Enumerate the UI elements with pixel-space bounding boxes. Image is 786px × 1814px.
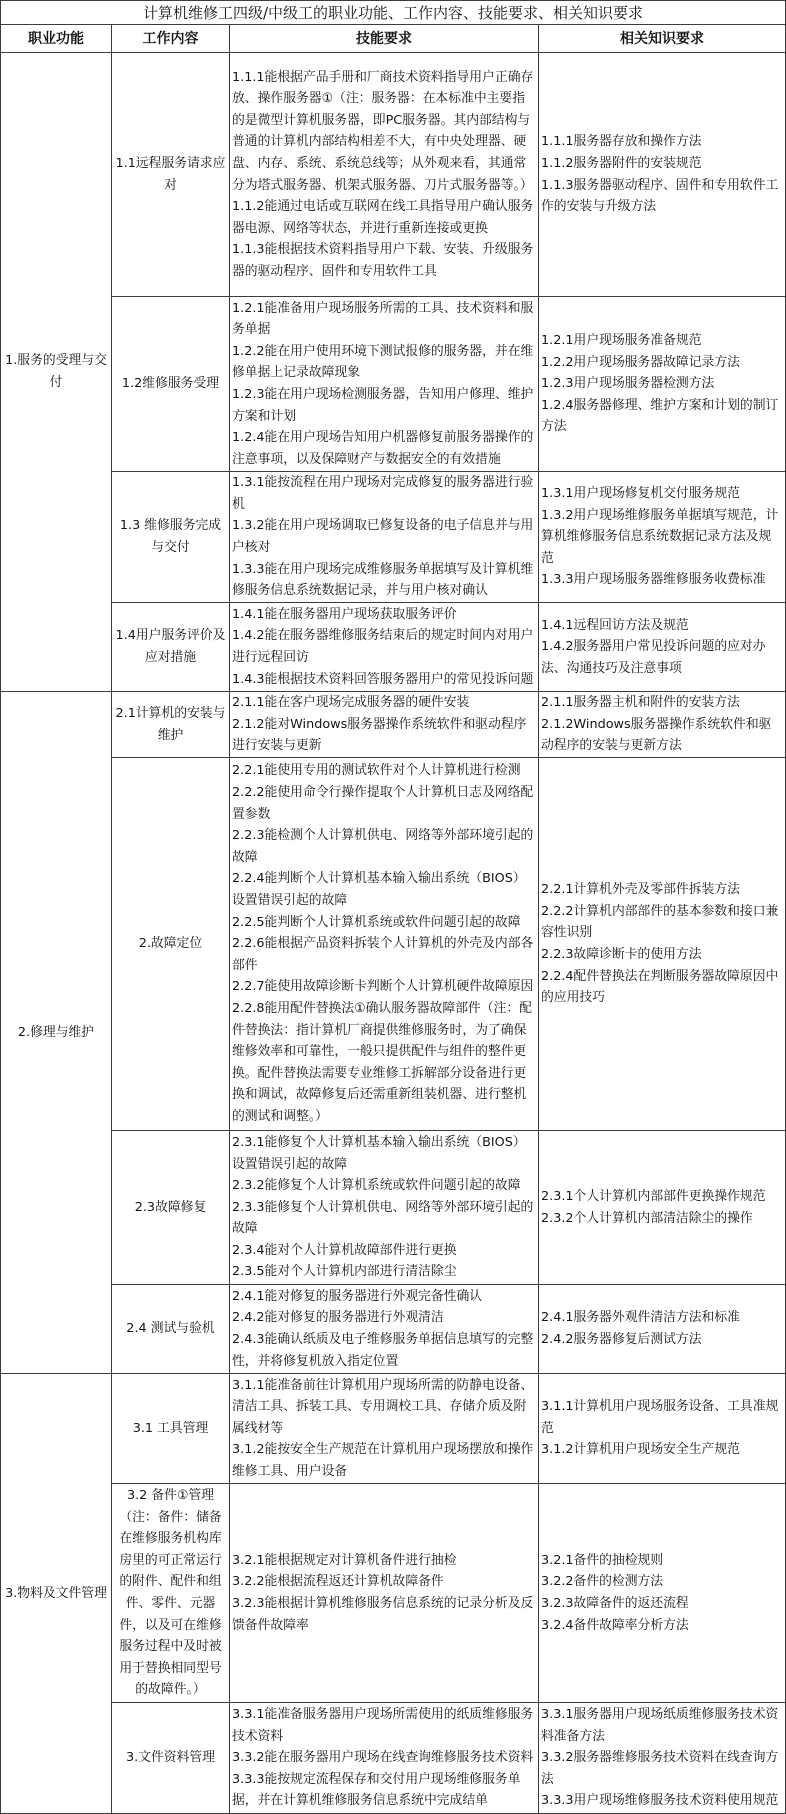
knowledge-item: 1.2.2用户现场服务器故障记录方法 xyxy=(541,354,740,370)
work-content-cell xyxy=(112,1285,230,1374)
work-content-cell xyxy=(112,603,230,692)
knowledge-requirements-cell xyxy=(539,1703,786,1814)
knowledge-item: 2.3.1个人计算机内部部件更换操作规范 xyxy=(541,1188,766,1204)
table-title: 计算机维修工四级/中级工的职业功能、工作内容、技能要求、相关知识要求 xyxy=(1,1,786,25)
work-content-cell xyxy=(112,1703,230,1814)
skill-item: 2.2.4能判断个人计算机基本输入输出系统（BIOS）设置错误引起的故障 xyxy=(232,871,526,909)
knowledge-requirements-cell xyxy=(539,603,786,692)
header-knowledge-requirements: 相关知识要求 xyxy=(539,25,786,53)
skill-requirements-cell xyxy=(230,758,539,1131)
knowledge-item: 1.4.2服务器用户常见投诉问题的应对办法、沟通技巧及注意事项 xyxy=(541,639,766,676)
knowledge-requirements-cell xyxy=(539,1285,786,1374)
work-content-name: 3.文件资料管理 xyxy=(126,1750,215,1766)
job-function-name: 1.服务的受理与交付 xyxy=(5,353,107,390)
knowledge-item: 2.2.4配件替换法在判断服务器故障原因中的应用技巧 xyxy=(541,968,779,1006)
skill-item: 3.2.1能根据规定对计算机备件进行抽检 xyxy=(232,1552,457,1568)
work-content-cell xyxy=(112,53,230,297)
knowledge-item: 2.3.2个人计算机内部清洁除尘的操作 xyxy=(541,1210,753,1226)
header-skill-requirements: 技能要求 xyxy=(230,25,539,53)
skill-item: 2.2.6能根据产品资料拆装个人计算机的外壳及内部各部件 xyxy=(232,936,534,973)
work-content-cell xyxy=(112,297,230,472)
job-function-cell xyxy=(1,53,112,692)
knowledge-item: 1.1.3服务器驱动程序、固件和专用软件工作的安装与升级方法 xyxy=(541,177,779,215)
skill-item: 3.3.2能在服务器用户现场在线查询维修服务技术资料 xyxy=(232,1750,534,1766)
skill-item: 2.4.2能对修复的服务器进行外观清洁 xyxy=(232,1310,444,1326)
knowledge-item: 1.2.4服务器修理、维护方案和计划的制订方法 xyxy=(541,397,779,435)
knowledge-item: 2.4.2服务器修复后测试方法 xyxy=(541,1332,702,1347)
skill-item: 2.2.5能判断个人计算机系统或软件问题引起的故障 xyxy=(232,914,521,930)
knowledge-requirements-cell xyxy=(539,1374,786,1484)
knowledge-item: 3.3.3用户现场维修服务技术资料使用规范 xyxy=(541,1793,779,1809)
knowledge-item: 1.3.3用户现场服务器维修服务收费标准 xyxy=(541,572,766,588)
skill-requirements-cell xyxy=(230,1374,539,1484)
knowledge-item: 3.2.4备件故障率分析方法 xyxy=(541,1617,689,1633)
skill-item: 1.1.1能根据产品手册和厂商技术资料指导用户正确存放、操作服务器①（注：服务器：在本标准中主要指的是微型计算机服务器，即PC服务器。其内部结构与普通的计算机内部结构相差不大，有中央处理器、硬盘、内存、系统、系统总线等；从外观来看，其通常分为塔式服务器、机架式服务器、刀片式服务器等。） xyxy=(232,69,534,193)
knowledge-item: 1.1.2服务器附件的安装规范 xyxy=(541,155,702,171)
skill-item: 1.3.3能在用户现场完成维修服务单据填写及计算机维修服务信息系统数据记录，并与用户核对确认 xyxy=(232,561,534,599)
skill-item: 1.3.2能在用户现场调取已修复设备的电子信息并与用户核对 xyxy=(232,518,534,555)
skill-item: 2.3.3能修复个人计算机供电、网络等外部环境引起的故障 xyxy=(232,1199,534,1237)
knowledge-item: 3.3.1服务器用户现场纸质维修服务技术资料准备方法 xyxy=(541,1707,779,1744)
job-function-name: 3.物料及文件管理 xyxy=(5,1585,107,1601)
skill-item: 1.3.1能按流程在用户现场对完成修复的服务器进行验机 xyxy=(232,475,534,512)
work-content-cell xyxy=(112,758,230,1131)
knowledge-requirements-cell xyxy=(539,692,786,758)
knowledge-item: 3.1.2计算机用户现场安全生产规范 xyxy=(541,1442,740,1458)
knowledge-requirements-cell xyxy=(539,297,786,472)
skill-requirements-cell xyxy=(230,1285,539,1374)
skill-requirements-cell xyxy=(230,692,539,758)
work-content-cell xyxy=(112,472,230,603)
work-content-name: 2.4 测试与验机 xyxy=(126,1321,215,1337)
skill-item: 2.4.3能确认纸质及电子维修服务单据信息填写的完整性，并将修复机放入指定位置 xyxy=(232,1332,534,1369)
skill-item: 3.3.3能按规定流程保存和交付用户现场维修服务单据，并在计算机维修服务信息系统中完成结单 xyxy=(232,1771,521,1809)
skill-item: 2.3.5能对个人计算机内部进行清洁除尘 xyxy=(232,1264,457,1280)
work-content-name: 2.故障定位 xyxy=(138,936,203,952)
knowledge-item: 2.2.3故障诊断卡的使用方法 xyxy=(541,947,702,962)
knowledge-item: 1.2.1用户现场服务准备规范 xyxy=(541,333,702,349)
knowledge-item: 2.1.2Windows服务器操作系统软件和驱动程序的安装与更新方法 xyxy=(541,716,772,754)
work-content-note: （注：备件：储备在维修服务机构库房里的可正常运行的附件、配件和组件、零件、元器件，以及可在维修服务过程中及时被用于替换相同型号的故障件。） xyxy=(119,1509,222,1698)
skill-item: 1.4.3能根据技术资料回答服务器用户的常见投诉问题 xyxy=(232,671,534,687)
skill-requirements-cell xyxy=(230,603,539,692)
knowledge-item: 1.4.1远程回访方法及规范 xyxy=(541,617,689,633)
skill-item: 2.1.1能在客户现场完成服务器的硬件安装 xyxy=(232,695,470,711)
skill-item: 1.2.4能在用户现场告知用户机器修复前服务器操作的注意事项，以及保障财产与数据安全的有效措施 xyxy=(232,430,534,467)
knowledge-item: 1.1.1服务器存放和操作方法 xyxy=(541,134,702,150)
work-content-cell xyxy=(112,1484,230,1703)
skill-item: 3.2.2能根据流程返还计算机故障备件 xyxy=(232,1574,444,1590)
job-function-cell xyxy=(1,1374,112,1814)
work-content-cell xyxy=(112,692,230,758)
skill-item: 3.3.1能准备服务器用户现场所需使用的纸质维修服务技术资料 xyxy=(232,1707,534,1744)
work-content-name: 1.3 维修服务完成与交付 xyxy=(119,518,222,555)
knowledge-item: 3.3.2服务器维修服务技术资料在线查询方法 xyxy=(541,1750,779,1787)
skill-item: 1.2.1能准备用户现场服务所需的工具、技术资料和服务单据 xyxy=(232,300,534,338)
work-content-name: 1.1远程服务请求应对 xyxy=(115,155,226,193)
header-job-function: 职业功能 xyxy=(1,25,112,53)
knowledge-requirements-cell xyxy=(539,1131,786,1285)
skill-item: 2.3.4能对个人计算机故障部件进行更换 xyxy=(232,1242,457,1258)
skill-requirements-cell xyxy=(230,1131,539,1285)
knowledge-item: 2.2.1计算机外壳及零部件拆装方法 xyxy=(541,882,740,898)
skill-item: 2.2.2能使用命令行操作提取个人计算机日志及网络配置参数 xyxy=(232,785,534,822)
knowledge-requirements-cell xyxy=(539,758,786,1131)
skill-item: 2.2.3能检测个人计算机供电、网络等外部环境引起的故障 xyxy=(232,828,534,865)
skill-item: 1.2.3能在用户现场检测服务器，告知用户修理、维护方案和计划 xyxy=(232,387,534,424)
skill-item: 1.1.3能根据技术资料指导用户下载、安装、升级服务器的驱动程序、固件和专用软件工具 xyxy=(232,242,534,279)
knowledge-requirements-cell xyxy=(539,1484,786,1703)
job-function-cell xyxy=(1,692,112,1374)
work-content-name: 3.2 备件①管理 xyxy=(126,1488,215,1504)
knowledge-requirements-cell xyxy=(539,53,786,297)
skill-item: 1.1.2能通过电话或互联网在线工具指导用户确认服务器电源、网络等状态，并进行重新连接或更换 xyxy=(232,199,534,236)
skill-requirements-cell xyxy=(230,53,539,297)
work-content-cell xyxy=(112,1131,230,1285)
skill-item: 2.2.1能使用专用的测试软件对个人计算机进行检测 xyxy=(232,763,521,779)
skill-requirements-cell xyxy=(230,297,539,472)
knowledge-item: 2.4.1服务器外观件清洁方法和标准 xyxy=(541,1310,740,1326)
knowledge-item: 3.2.1备件的抽检规则 xyxy=(541,1552,664,1568)
work-content-name: 3.1 工具管理 xyxy=(132,1420,209,1436)
knowledge-item: 1.2.3用户现场服务器检测方法 xyxy=(541,376,715,392)
knowledge-item: 3.2.3故障备件的返还流程 xyxy=(541,1596,689,1611)
skill-requirements-cell xyxy=(230,1484,539,1703)
skill-item: 2.2.7能使用故障诊断卡判断个人计算机硬件故障原因 xyxy=(232,979,534,995)
skill-item: 2.3.2能修复个人计算机系统或软件问题引起的故障 xyxy=(232,1178,521,1194)
skill-item: 2.3.1能修复个人计算机基本输入输出系统（BIOS）设置错误引起的故障 xyxy=(232,1134,526,1172)
skill-item: 3.2.3能根据计算机维修服务信息系统的记录分析及反馈备件故障率 xyxy=(232,1596,534,1633)
header-work-content: 工作内容 xyxy=(112,25,230,53)
skill-requirements-cell xyxy=(230,1703,539,1814)
skill-item: 1.4.2能在服务器维修服务结束后的规定时间内对用户进行远程回访 xyxy=(232,628,534,665)
knowledge-requirements-cell xyxy=(539,472,786,603)
skill-item: 2.1.2能对Windows服务器操作系统软件和驱动程序进行安装与更新 xyxy=(232,716,527,754)
knowledge-item: 1.3.2用户现场维修服务单据填写规范，计算机维修服务信息系统数据记录方法及规范 xyxy=(541,507,779,566)
work-content-name: 2.1计算机的安装与维护 xyxy=(115,705,226,743)
work-content-name: 2.3故障修复 xyxy=(134,1199,207,1215)
knowledge-item: 1.3.1用户现场修复机交付服务规范 xyxy=(541,486,740,502)
job-function-name: 2.修理与维护 xyxy=(17,1024,95,1040)
skill-item: 1.4.1能在服务器用户现场获取服务评价 xyxy=(232,606,457,622)
skill-item: 3.1.1能准备前往计算机用户现场所需的防静电设备、清洁工具、拆装工具、专用调校工具、存储介质及附属线材等 xyxy=(232,1377,534,1436)
skill-item: 2.2.8能用配件替换法①确认服务器故障部件（注：配件替换法：指计算机厂商提供维修服务时，为了确保维修效率和可靠性，一般只提供配件与组件的整件更换。配件替换法需要专业维修工拆解部分设备进行更换和调试，故障修复后还需重新组装机器、进行整机的测试和调整。） xyxy=(232,1000,532,1124)
knowledge-item: 3.2.2备件的检测方法 xyxy=(541,1574,664,1590)
knowledge-item: 2.1.1服务器主机和附件的安装方法 xyxy=(541,695,740,711)
knowledge-item: 3.1.1计算机用户现场服务设备、工具准规范 xyxy=(541,1399,779,1436)
work-content-cell xyxy=(112,1374,230,1484)
skill-requirements-cell xyxy=(230,472,539,603)
skill-item: 2.4.1能对修复的服务器进行外观完备性确认 xyxy=(232,1288,483,1304)
work-content-name: 1.4用户服务评价及应对措施 xyxy=(115,628,226,665)
skill-item: 3.1.2能按安全生产规范在计算机用户现场摆放和操作维修工具、用户设备 xyxy=(232,1442,534,1479)
work-content-name: 1.2维修服务受理 xyxy=(121,376,220,392)
knowledge-item: 2.2.2计算机内部部件的基本参数和接口兼容性识别 xyxy=(541,903,779,941)
skill-item: 1.2.2能在用户使用环境下测试报修的服务器，并在维修单据上记录故障现象 xyxy=(232,343,534,381)
